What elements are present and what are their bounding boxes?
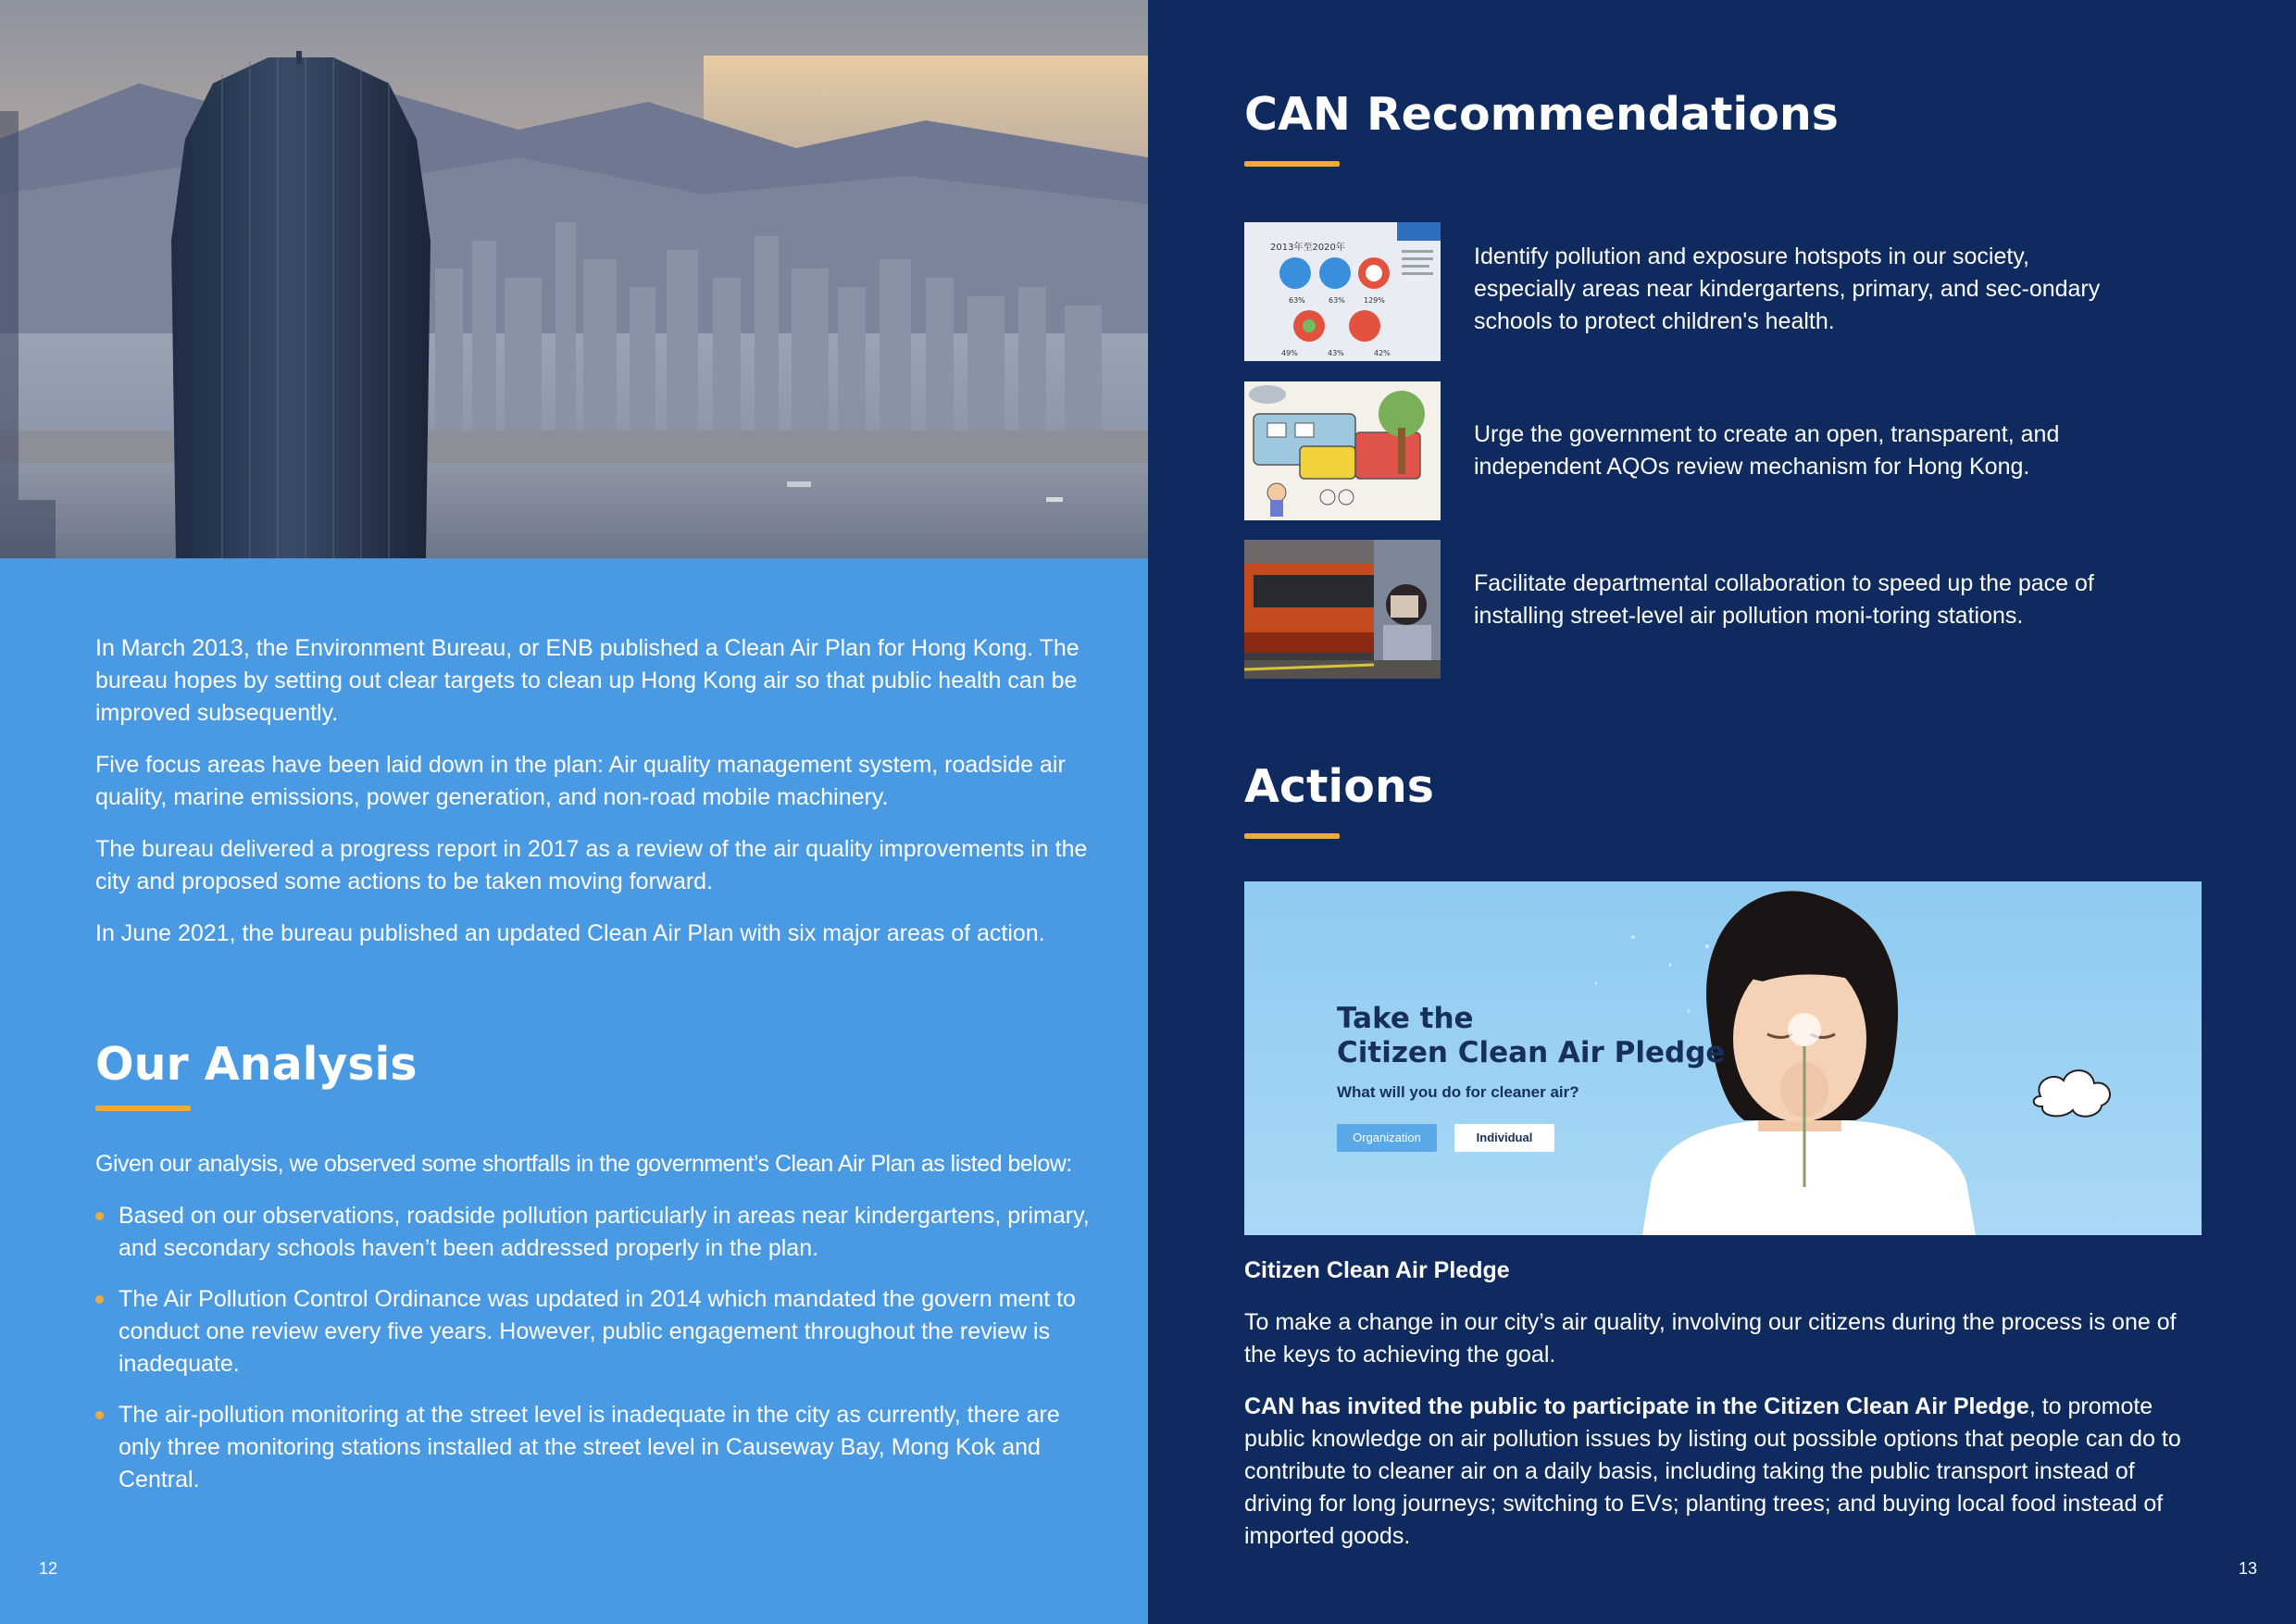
right-page [1148,0,2296,1624]
thumb-stat: 42% [1374,349,1391,357]
pledge-bold-text: CAN has invited the public to participate in the Citizen Clean Air Pledge [1244,1393,2029,1419]
recommendations-heading: CAN Recommendations [1244,88,1839,141]
pledge-banner[interactable] [1244,881,2202,1235]
actions-header [1244,759,1434,839]
thumb-title: 2013年至2020年 [1270,243,1345,253]
hong-kong-skyline-photo [0,0,1148,558]
children-drawing-thumbnail [1244,381,1441,520]
page-number: 12 [39,1559,58,1578]
recommendation-item [1244,381,2170,520]
recommendation-item [1244,222,2170,361]
pledge-rest-text: , to promote public knowledge on air pollution issues by listing out possible options that people can do to contribute to cleaner air on a daily basis, including taking the public transport instead of driving for long journeys; switching to EVs; planting trees; and buying local food instead of imported goods. [1244,1393,2181,1549]
banner-title: Take the Citizen Clean Air Pledge [1337,1002,1726,1069]
actions-heading: Actions [1244,760,1434,813]
list-item: Based on our observations, roadside pollution particularly in areas near kindergartens, primary, and secondary schools haven’t been addressed properly in the plan. [95,1200,1095,1265]
heading-underline [1244,161,1340,167]
page-number: 13 [2238,1559,2257,1578]
bullet-icon [95,1212,104,1220]
banner-subtitle: What will you do for cleaner air? [1337,1083,1579,1101]
recommendation-item [1244,540,2170,679]
intro-paragraph: Five focus areas have been laid down in the plan: Air quality management system, roadside air quality, marine emissions, power generation, and non-road mobile machinery. [95,752,1066,810]
heading-underline [95,1106,191,1111]
intro-paragraph: The bureau delivered a progress report in 2017 as a review of the air quality improvements in the city and proposed some actions to be taken moving forward. [95,836,1088,894]
organization-button[interactable]: Organization [1337,1124,1437,1152]
intro-text [95,632,1095,969]
recommendation-text: Urge the government to create an open, transparent, and independent AQOs review mechanism for Hong Kong. [1474,421,2060,480]
recommendation-text: Identify pollution and exposure hotspots in our society, especially areas near kindergartens, primary, and sec-ondary schools to protect children's health. [1474,244,2101,334]
infographic-thumbnail [1244,222,1441,361]
heading-underline [1244,833,1340,839]
skyline-illustration [0,0,1148,558]
recommendation-text: Facilitate departmental collaboration to speed up the pace of installing street-level air pollution moni-toring stations. [1474,570,2094,629]
analysis-section [95,1037,1095,1515]
thumb-stat: 129% [1364,296,1385,305]
intro-paragraph: In June 2021, the bureau published an updated Clean Air Plan with six major areas of action. [95,920,1045,946]
thumb-stat: 43% [1328,349,1344,357]
street-bus-thumbnail [1244,540,1441,679]
pledge-paragraph [1244,1391,2202,1553]
recommendations-header [1244,87,1839,167]
intro-paragraph: In March 2013, the Environment Bureau, or ENB published a Clean Air Plan for Hong Kong. The bureau hopes by setting out clear targets to clean up Hong Kong air so that public health can be improved subsequently. [95,635,1079,726]
thumb-stat: 63% [1329,296,1345,305]
analysis-list [95,1200,1095,1496]
analysis-heading: Our Analysis [95,1038,418,1091]
list-item: The air-pollution monitoring at the street level is inadequate in the city as currently, there are only three monitoring stations installed at the street level in Causeway Bay, Mong Kok and Central. [95,1399,1095,1496]
pledge-paragraph: To make a change in our city’s air quality, involving our citizens during the process is one of the keys to achieving the goal. [1244,1309,2177,1368]
analysis-intro: Given our analysis, we observed some shortfalls in the government’s Clean Air Plan as listed below: [95,1151,1072,1177]
thumb-stat: 63% [1289,296,1305,305]
thumb-stat: 49% [1281,349,1298,357]
bullet-icon [95,1295,104,1304]
individual-button[interactable]: Individual [1454,1124,1554,1152]
pledge-heading: Citizen Clean Air Pledge [1244,1257,1510,1283]
list-item: The Air Pollution Control Ordinance was updated in 2014 which mandated the govern ment to conduct one review every five years. However, public engagement throughout the review is inadequate. [95,1283,1095,1380]
bullet-icon [95,1411,104,1419]
